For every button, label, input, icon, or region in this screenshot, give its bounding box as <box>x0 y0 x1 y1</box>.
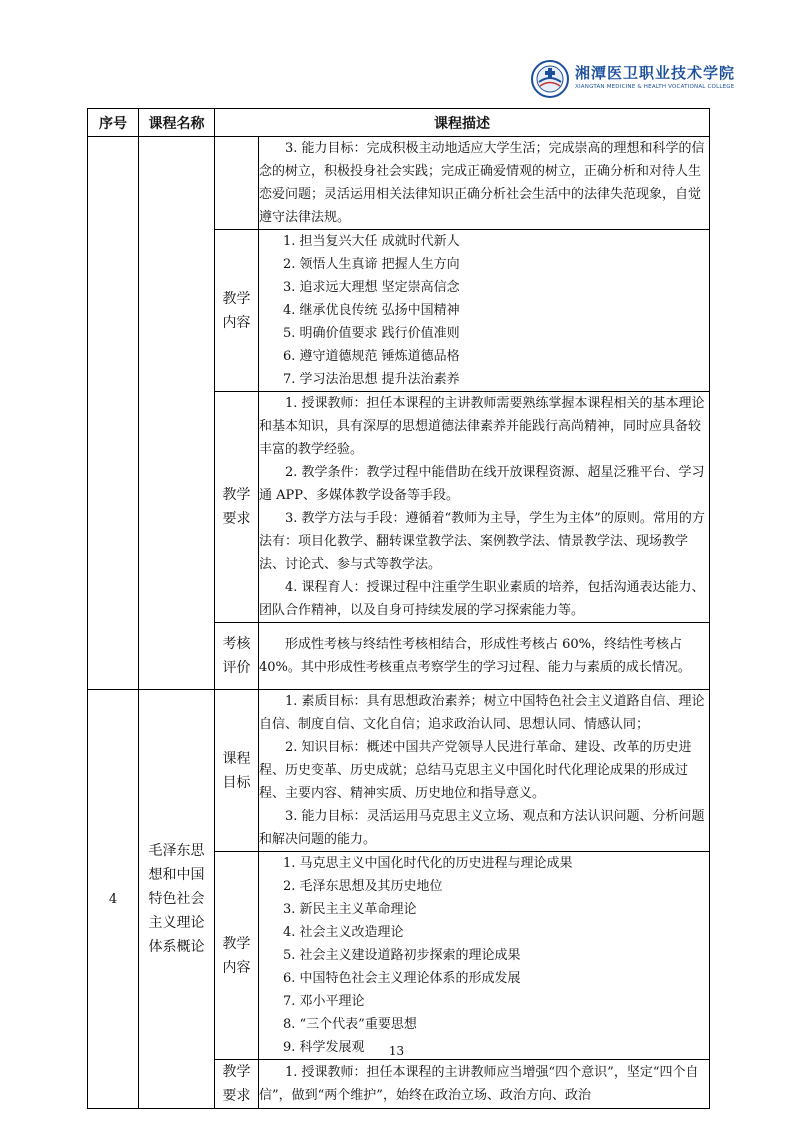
list-item: 3. 新民主主义革命理论 <box>283 902 417 917</box>
section-label: 教学要求 <box>215 1060 259 1109</box>
paragraph: 4. 课程育人：授课过程中注重学生职业素质的培养，包括沟通表达能力、团队合作精神，以及自身可持续发展的学习探索能力等。 <box>259 580 705 618</box>
section-label: 教学内容 <box>215 852 259 1060</box>
section-body <box>259 392 710 623</box>
list-item: 2. 领悟人生真谛 把握人生方向 <box>283 257 460 272</box>
section-label: 课程目标 <box>215 690 259 852</box>
row-no <box>88 137 139 690</box>
section-body <box>259 230 710 392</box>
list-item: 7. 学习法治思想 提升法治素养 <box>283 372 460 387</box>
paragraph: 1. 授课教师：担任本课程的主讲教师需要熟练掌握本课程相关的基本理论和基本知识，具有深厚的思想道德法律素养并能践行高尚精神，同时应具备较丰富的教学经验。 <box>259 396 705 457</box>
row-course-name: 毛泽东思想和中国特色社会主义理论体系概论 <box>139 690 215 1109</box>
section-body <box>259 1060 710 1109</box>
list-item: 3. 追求远大理想 坚定崇高信念 <box>283 280 460 295</box>
logo-chinese-name: 湘潭医卫职业技术学院 <box>575 64 736 82</box>
list-item: 7. 邓小平理论 <box>283 994 365 1009</box>
course-table <box>87 108 710 1109</box>
section-body <box>259 852 710 1060</box>
paragraph: 1. 授课教师：担任本课程的主讲教师应当增强“四个意识”，坚定“四个自信”，做到“两个维护”，始终在政治立场、政治方向、政治 <box>259 1065 699 1103</box>
section-label: 教学要求 <box>215 392 259 623</box>
page-number: 13 <box>388 1044 405 1058</box>
section-label <box>215 137 259 230</box>
table-row <box>88 137 710 230</box>
header-no: 序号 <box>88 109 139 137</box>
paragraph: 2. 教学条件：教学过程中能借助在线开放课程资源、超星泛雅平台、学习通 APP、多媒体教学设备等手段。 <box>259 465 705 503</box>
list-item: 6. 中国特色社会主义理论体系的形成发展 <box>283 971 521 986</box>
list-item: 4. 继承优良传统 弘扬中国精神 <box>283 303 460 318</box>
section-label: 教学内容 <box>215 230 259 392</box>
list-item: 1. 担当复兴大任 成就时代新人 <box>283 234 460 249</box>
college-emblem-icon <box>531 60 569 98</box>
row-no: 4 <box>88 690 139 1109</box>
header-course-name: 课程名称 <box>139 109 215 137</box>
list-item: 6. 遵守道德规范 锤炼道德品格 <box>283 349 460 364</box>
paragraph: 3. 能力目标：完成积极主动地适应大学生活；完成崇高的理想和科学的信念的树立，积极投身社会实践；完成正确爱情观的树立，正确分析和对待人生恋爱问题；灵活运用相关法律知识正确分析社会生活中的法律失范现象，自觉遵守法律法规。 <box>259 141 705 225</box>
list-item: 5. 明确价值要求 践行价值准则 <box>283 326 460 341</box>
college-logo <box>531 60 736 104</box>
table-row <box>88 690 710 852</box>
paragraph: 3. 能力目标：灵活运用马克思主义立场、观点和方法认识问题、分析问题和解决问题的能力。 <box>259 809 705 847</box>
section-body <box>259 690 710 852</box>
logo-english-name: XIANGTAN MEDICINE & HEALTH VOCATIONAL COLLEGE <box>575 84 735 90</box>
list-item: 1. 马克思主义中国化时代化的历史进程与理论成果 <box>283 856 573 871</box>
section-label: 考核评价 <box>215 623 259 690</box>
list-item: 4. 社会主义改造理论 <box>283 925 404 940</box>
list-item: 5. 社会主义建设道路初步探索的理论成果 <box>283 948 521 963</box>
section-body <box>259 137 710 230</box>
paragraph: 2. 知识目标：概述中国共产党领导人民进行革命、建设、改革的历史进程、历史变革、历史成就；总结马克思主义中国化时代化理论成果的形成过程、主要内容、精神实质、历史地位和指导意义。 <box>259 740 692 801</box>
list-item: 8. “三个代表”重要思想 <box>283 1017 417 1032</box>
paragraph: 3. 教学方法与手段：遵循着“教师为主导，学生为主体”的原则。常用的方法有：项目化教学、翻转课堂教学法、案例教学法、情景教学法、现场教学法、讨论式、参与式等教学法。 <box>259 511 705 572</box>
section-body <box>259 623 710 690</box>
table-header-row <box>88 109 710 137</box>
row-course-name <box>139 137 215 690</box>
list-item: 2. 毛泽东思想及其历史地位 <box>283 879 443 894</box>
paragraph: 形成性考核与终结性考核相结合，形成性考核占 60%，终结性考核占 40%。其中形成性考核重点考察学生的学习过程、能力与素质的成长情况。 <box>259 637 691 675</box>
header-course-desc: 课程描述 <box>215 109 710 137</box>
paragraph: 1. 素质目标：具有思想政治素养；树立中国特色社会主义道路自信、理论自信、制度自信、文化自信；追求政治认同、思想认同、情感认同； <box>259 694 705 732</box>
list-item: 9. 科学发展观 <box>283 1040 365 1055</box>
